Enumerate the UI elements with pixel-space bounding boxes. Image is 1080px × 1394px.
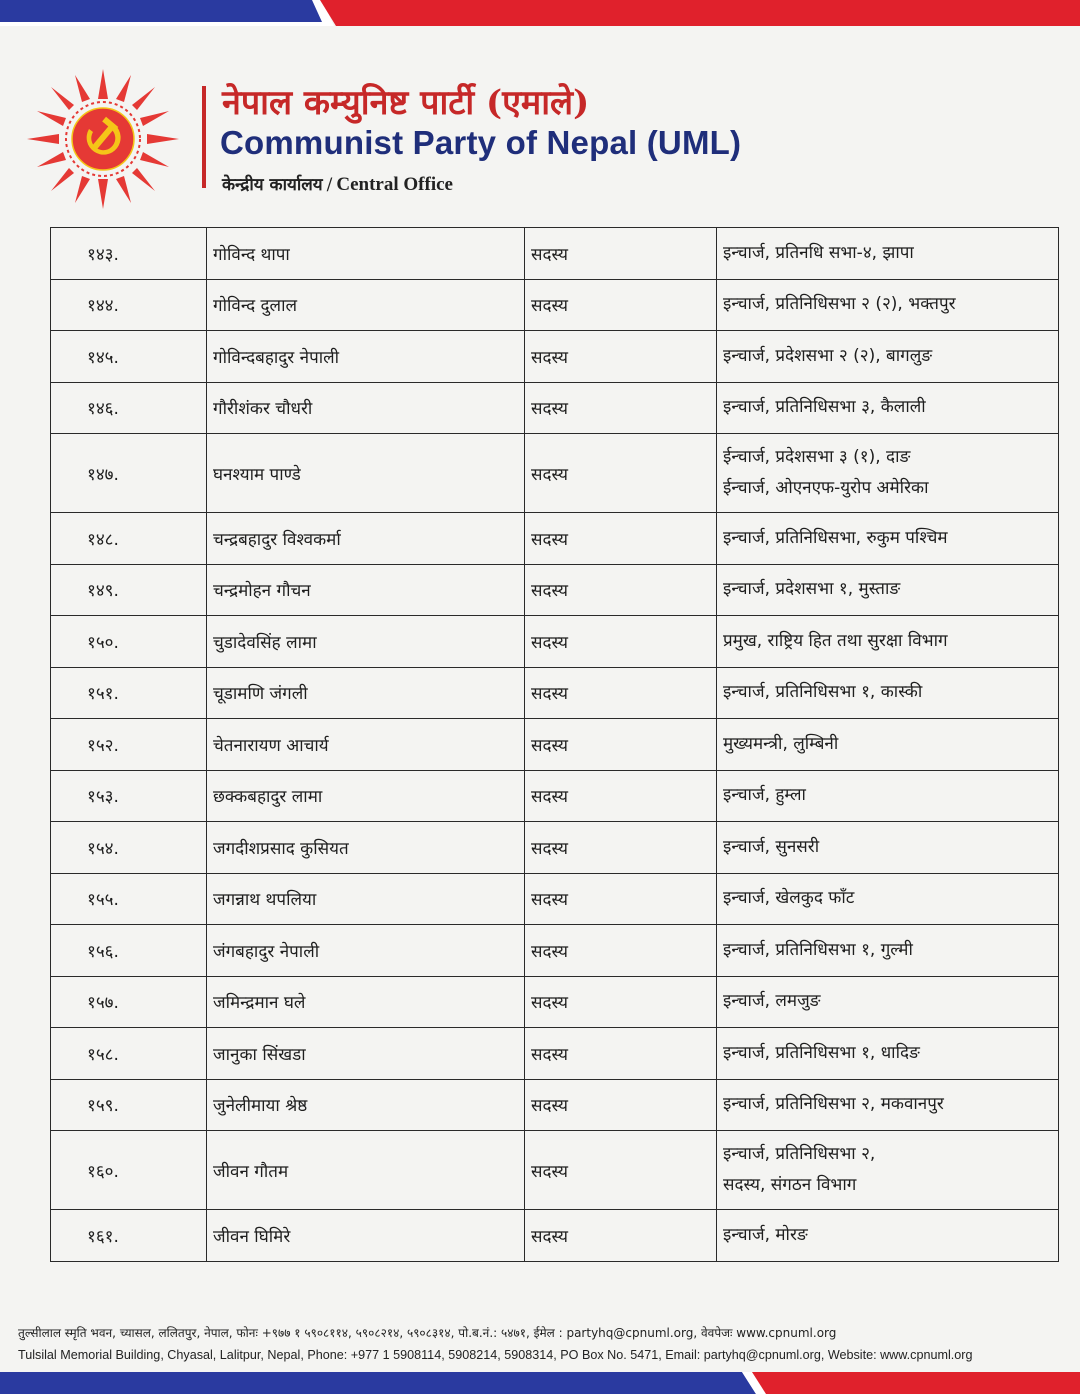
table-row xyxy=(51,770,1059,822)
table-row xyxy=(51,667,1059,719)
party-name-nepali: नेपाल कम्युनिष्ट पार्टी (एमाले) xyxy=(222,83,590,123)
bottom-color-band xyxy=(0,1372,1080,1394)
responsibility-line: इन्चार्ज, प्रतिनिधिसभा १, गुल्मी xyxy=(723,939,913,960)
responsibility-cell xyxy=(717,434,1059,513)
member-name-cell: गोविन्दबहादुर नेपाली xyxy=(207,331,525,383)
responsibility-cell xyxy=(717,382,1059,434)
position-cell: सदस्य xyxy=(525,976,717,1028)
serial-number-cell: १४४. xyxy=(51,279,207,331)
member-name-cell: चूडामणि जंगली xyxy=(207,667,525,719)
table-row xyxy=(51,564,1059,616)
footer-address-nepali: तुल्सीलाल स्मृति भवन, च्यासल, ललितपुर, नेपाल, फोनः +९७७ १ ५९०८११४, ५९०८२१४, ५९०८३१४, पो.ब.नं.: ५४७१, ईमेल : partyhq@cpnuml.org, वेवपेजः www.cpnuml.org xyxy=(18,1326,837,1340)
table-row xyxy=(51,1131,1059,1210)
responsibility-cell xyxy=(717,1210,1059,1262)
responsibility-line: ईन्चार्ज, प्रदेशसभा ३ (१), दाङ xyxy=(723,447,911,467)
serial-number-cell: १५५. xyxy=(51,873,207,925)
responsibility-line: इन्चार्ज, प्रतिनिधिसभा १, कास्की xyxy=(723,682,923,703)
serial-number-cell: १५२. xyxy=(51,719,207,771)
member-name-cell: जंगबहादुर नेपाली xyxy=(207,925,525,977)
position-cell: सदस्य xyxy=(525,331,717,383)
responsibility-line: इन्चार्ज, लमजुङ xyxy=(723,991,821,1012)
serial-number-cell: १६१. xyxy=(51,1210,207,1262)
office-label-nepali: केन्द्रीय कार्यालय xyxy=(222,175,323,195)
office-label-separator: / xyxy=(326,175,333,195)
responsibility-line: प्रमुख, राष्ट्रिय हित तथा सुरक्षा विभाग xyxy=(723,630,948,651)
member-roster-table xyxy=(50,227,1059,1262)
position-cell: सदस्य xyxy=(525,719,717,771)
table-row xyxy=(51,331,1059,383)
responsibility-cell xyxy=(717,228,1059,280)
position-cell: सदस्य xyxy=(525,228,717,280)
office-label-english: Central Office xyxy=(336,174,453,195)
responsibility-line: इन्चार्ज, खेलकुद फाँट xyxy=(723,888,855,909)
position-cell: सदस्य xyxy=(525,513,717,565)
position-cell: सदस्य xyxy=(525,564,717,616)
member-name-cell: जीवन घिमिरे xyxy=(207,1210,525,1262)
party-emblem-logo xyxy=(26,68,180,210)
member-name-cell: जमिन्द्रमान घले xyxy=(207,976,525,1028)
position-cell: सदस्य xyxy=(525,434,717,513)
position-cell: सदस्य xyxy=(525,279,717,331)
member-name-cell: घनश्याम पाण्डे xyxy=(207,434,525,513)
responsibility-cell xyxy=(717,976,1059,1028)
serial-number-cell: १५६. xyxy=(51,925,207,977)
responsibility-cell xyxy=(717,564,1059,616)
table-row xyxy=(51,382,1059,434)
serial-number-cell: १४३. xyxy=(51,228,207,280)
member-name-cell: जीवन गौतम xyxy=(207,1131,525,1210)
table-row xyxy=(51,925,1059,977)
responsibility-line: इन्चार्ज, सुनसरी xyxy=(723,836,820,857)
responsibility-cell xyxy=(717,1028,1059,1080)
position-cell: सदस्य xyxy=(525,1028,717,1080)
member-name-cell: जगन्नाथ थपलिया xyxy=(207,873,525,925)
table-row xyxy=(51,513,1059,565)
responsibility-cell xyxy=(717,822,1059,874)
responsibility-line: सदस्य, संगठन विभाग xyxy=(723,1175,857,1195)
position-cell: सदस्य xyxy=(525,667,717,719)
responsibility-line: इन्चार्ज, प्रदेशसभा २ (२), बागलुङ xyxy=(723,345,933,366)
member-name-cell: जानुका सिंखडा xyxy=(207,1028,525,1080)
responsibility-line: इन्चार्ज, प्रतिनिधिसभा, रुकुम पश्चिम xyxy=(723,527,948,548)
responsibility-cell xyxy=(717,873,1059,925)
member-name-cell: गोविन्द थापा xyxy=(207,228,525,280)
responsibility-cell xyxy=(717,719,1059,771)
member-name-cell: छक्कबहादुर लामा xyxy=(207,770,525,822)
responsibility-line: इन्चार्ज, प्रतिनिधिसभा २, xyxy=(723,1144,876,1164)
position-cell: सदस्य xyxy=(525,1079,717,1131)
serial-number-cell: १५७. xyxy=(51,976,207,1028)
responsibility-cell xyxy=(717,1131,1059,1210)
serial-number-cell: १५०. xyxy=(51,616,207,668)
responsibility-cell xyxy=(717,279,1059,331)
position-cell: सदस्य xyxy=(525,925,717,977)
position-cell: सदस्य xyxy=(525,1131,717,1210)
responsibility-line: इन्चार्ज, प्रतिनिधिसभा २, मकवानपुर xyxy=(723,1094,944,1115)
member-name-cell: चेतनारायण आचार्य xyxy=(207,719,525,771)
table-row xyxy=(51,1079,1059,1131)
member-name-cell: जुनेलीमाया श्रेष्ठ xyxy=(207,1079,525,1131)
footer-address-english: Tulsilal Memorial Building, Chyasal, Lalitpur, Nepal, Phone: +977 1 5908114, 5908214, 5908314, PO Box No. 5471, Email: partyhq@cpnuml.org, Website: www.cpnuml.org xyxy=(18,1348,973,1362)
position-cell: सदस्य xyxy=(525,616,717,668)
serial-number-cell: १४६. xyxy=(51,382,207,434)
table-row xyxy=(51,822,1059,874)
serial-number-cell: १४५. xyxy=(51,331,207,383)
serial-number-cell: १५४. xyxy=(51,822,207,874)
responsibility-cell xyxy=(717,770,1059,822)
responsibility-cell xyxy=(717,925,1059,977)
serial-number-cell: १४९. xyxy=(51,564,207,616)
position-cell: सदस्य xyxy=(525,770,717,822)
responsibility-cell xyxy=(717,616,1059,668)
header-divider xyxy=(202,86,206,188)
table-row xyxy=(51,1028,1059,1080)
position-cell: सदस्य xyxy=(525,1210,717,1262)
responsibility-cell xyxy=(717,331,1059,383)
member-name-cell: गोविन्द दुलाल xyxy=(207,279,525,331)
serial-number-cell: १६०. xyxy=(51,1131,207,1210)
table-row xyxy=(51,976,1059,1028)
roster-body xyxy=(51,228,1059,1262)
responsibility-line: इन्चार्ज, प्रदेशसभा १, मुस्ताङ xyxy=(723,579,901,600)
table-row xyxy=(51,228,1059,280)
position-cell: सदस्य xyxy=(525,382,717,434)
member-name-cell: गौरीशंकर चौधरी xyxy=(207,382,525,434)
serial-number-cell: १५१. xyxy=(51,667,207,719)
table-row xyxy=(51,873,1059,925)
responsibility-line: इन्चार्ज, मोरङ xyxy=(723,1224,808,1245)
table-row xyxy=(51,279,1059,331)
serial-number-cell: १४७. xyxy=(51,434,207,513)
responsibility-line: इन्चार्ज, प्रतिनिधिसभा १, धादिङ xyxy=(723,1042,920,1063)
member-name-cell: जगदीशप्रसाद कुसियत xyxy=(207,822,525,874)
serial-number-cell: १४८. xyxy=(51,513,207,565)
member-name-cell: चुडादेवसिंह लामा xyxy=(207,616,525,668)
responsibility-cell xyxy=(717,1079,1059,1131)
responsibility-line: इन्चार्ज, हुम्ला xyxy=(723,785,806,806)
responsibility-cell xyxy=(717,667,1059,719)
serial-number-cell: १५८. xyxy=(51,1028,207,1080)
table-row xyxy=(51,616,1059,668)
position-cell: सदस्य xyxy=(525,822,717,874)
table-row xyxy=(51,719,1059,771)
responsibility-line: इन्चार्ज, प्रतिनधि सभा-४, झापा xyxy=(723,242,914,263)
position-cell: सदस्य xyxy=(525,873,717,925)
member-name-cell: चन्द्रबहादुर विश्वकर्मा xyxy=(207,513,525,565)
table-row xyxy=(51,434,1059,513)
party-name-english: Communist Party of Nepal (UML) xyxy=(220,124,742,161)
top-color-band xyxy=(0,0,1080,26)
office-label xyxy=(222,172,453,196)
member-name-cell: चन्द्रमोहन गौचन xyxy=(207,564,525,616)
table-row xyxy=(51,1210,1059,1262)
responsibility-cell xyxy=(717,513,1059,565)
serial-number-cell: १५९. xyxy=(51,1079,207,1131)
responsibility-line: इन्चार्ज, प्रतिनिधिसभा २ (२), भक्तपुर xyxy=(723,294,956,315)
responsibility-line: मुख्यमन्त्री, लुम्बिनी xyxy=(723,733,839,754)
responsibility-line: इन्चार्ज, प्रतिनिधिसभा ३, कैलाली xyxy=(723,397,926,418)
responsibility-line: ईन्चार्ज, ओएनएफ-युरोप अमेरिका xyxy=(723,478,929,498)
serial-number-cell: १५३. xyxy=(51,770,207,822)
